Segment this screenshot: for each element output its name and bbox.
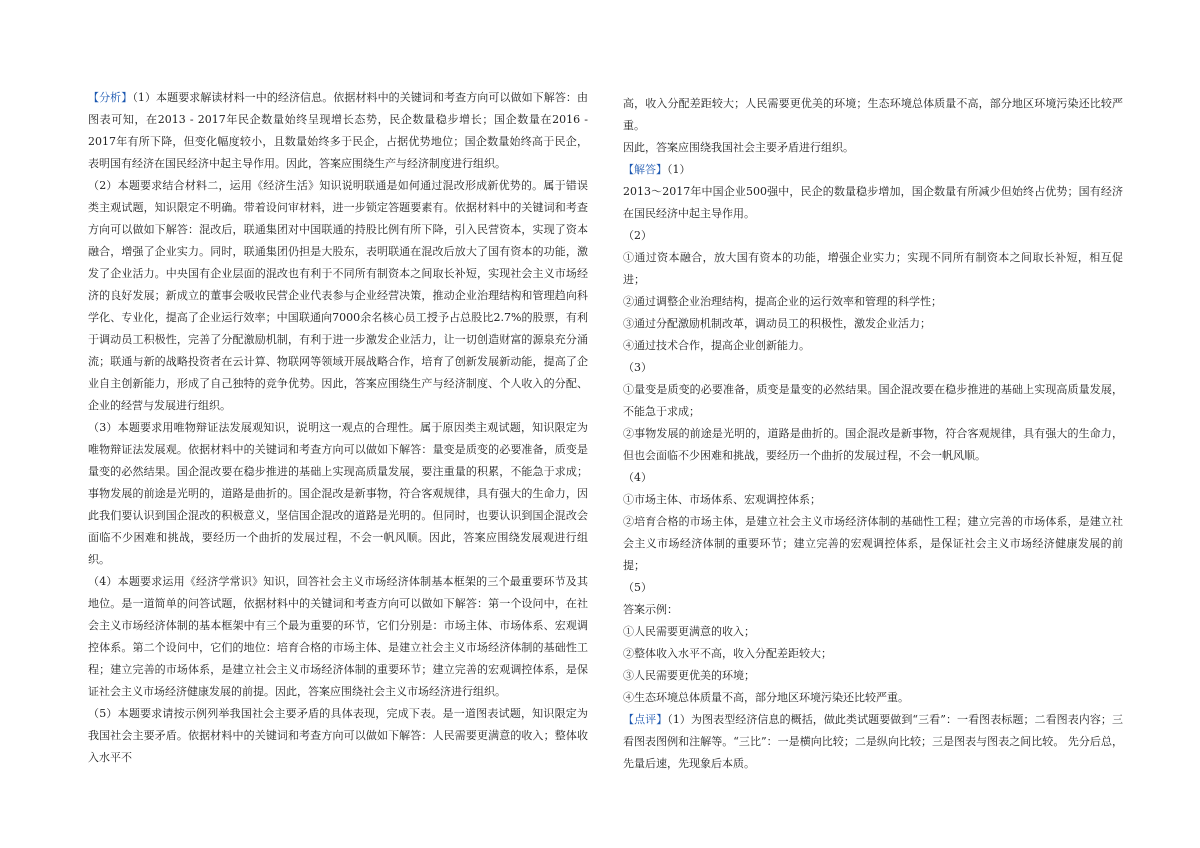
continuation-line-1: 高，收入分配差距较大；人民需要更优美的环境；生态环境总体质量不高，部分地区环境污染还比较严重。 <box>623 97 1123 132</box>
analysis-paragraph-4: （4）本题要求运用《经济学常识》知识，回答社会主义市场经济体制基本框架的三个最重要环节及其地位。是一道简单的问答试题，依据材料中的关键词和考查方向可以做如下解答：第一个设问中，在社会主义市场经济体制的基本框架中有三个最为重要的环节，它们分别是：市场主体、市场体系、宏观调控体系。第二个设问中，它们的地位：培育合格的市场主体、是建立社会主义市场经济体制的基础性工程；建立完善的市场体系，是建立社会主义市场经济体制的重要环节；建立完善的宏观调控体系，是保证社会主义市场经济健康发展的前提。因此，答案应围绕社会主义市场经济进行组织。 <box>88 575 588 698</box>
answer-item: （4） <box>623 471 652 484</box>
answer-item: （5） <box>623 581 652 594</box>
analysis-paragraph-2: （2）本题要求结合材料二，运用《经济生活》知识说明联通是如何通过混改形成新优势的。属于错误类主观试题，知识限定不明确。带着设问审材料，进一步锁定答题要素有。依据材料中的关键词和考查方向可以做如下解答：混改后，联通集团对中国联通的持股比例有所下降，引入民营资本，实现了资本融合，增强了企业实力。同时，联通集团仍担是大股东，表明联通在混改后放大了国有资本的功能，激发了企业活力。中央国有企业层面的混改也有利于不同所有制资本之间取长补短，实现社会主义市场经济的良好发展；新成立的董事会吸收民营企业代表参与企业经营决策，推动企业治理结构和管理趋向科学化、专业化，提高了企业运行效率；中国联通向7000余名核心员工授予占总股比2.7%的股票，有利于调动员工积极性，完善了分配激励机制，有利于进一步激发企业活力，让一切创造财富的源泉充分涌流；联通与新的战略投资者在云计算、物联网等领域开展战略合作，培育了创新发展新动能，提高了企业自主创新能力，形成了自己独特的竞争优势。因此，答案应围绕生产与经济制度、个人收入的分配、企业的经营与发展进行组织。 <box>88 179 588 412</box>
answer-item: ③人民需要更优美的环境； <box>623 669 755 682</box>
analysis-tag: 【分析】 <box>88 91 133 104</box>
comment-paragraph: 【点评】（1）为图表型经济信息的概括，做此类试题要做到“三看”：一看图表标题；二看图表内容；三看图表图例和注解等。“三比”：一是横向比较；二是纵向比较；三是图表与图表之间比较。 先分后总，先量后速，先现象后本质。 <box>623 713 1124 770</box>
answer-item: ②通过调整企业治理结构，提高企业的运行效率和管理的科学性； <box>623 295 942 308</box>
analysis-paragraph-5: （5）本题要求请按示例列举我国社会主要矛盾的具体表现，完成下表。是一道图表试题，知识限定为我国社会主要矛盾。依据材料中的关键词和考查方向可以做如下解答：人民需要更满意的收入；整体收入水平不 <box>88 707 588 764</box>
left-column <box>88 87 588 769</box>
answer-item: ②培育合格的市场主体，是建立社会主义市场经济体制的基础性工程；建立完善的市场体系，是建立社会主义市场经济体制的重要环节；建立完善的宏观调控体系，是保证社会主义市场经济健康发展的前提； <box>623 515 1123 572</box>
continuation-line-2: 因此，答案应围绕我国社会主要矛盾进行组织。 <box>623 141 854 154</box>
answer-item: （2） <box>623 229 652 242</box>
answer-item: ②整体收入水平不高，收入分配差距较大； <box>623 647 832 660</box>
analysis-paragraph-3: （3）本题要求用唯物辩证法发展观知识，说明这一观点的合理性。属于原因类主观试题，知识限定为唯物辩证法发展观。依据材料中的关键词和考查方向可以做如下解答：量变是质变的必要准备，质变是量变的必然结果。国企混改要在稳步推进的基础上实现高质量发展，要注重量的积累，不能急于求成；事物发展的前途是光明的，道路是曲折的。国企混改是新事物，符合客观规律，具有强大的生命力，因此我们要认识到国企混改的积极意义，坚信国企混改的道路是光明的。但同时，也要认识到国企混改会面临不少困难和挑战，要经历一个曲折的发展过程，不会一帆风顺。因此，答案应围绕发展观进行组织。 <box>88 421 588 566</box>
answer-item: ④通过技术合作，提高企业创新能力。 <box>623 339 810 352</box>
answer-item: ②事物发展的前途是光明的，道路是曲折的。国企混改是新事物，符合客观规律，具有强大的生命力，但也会面临不少困难和挑战，要经历一个曲折的发展过程，不会一帆风顺。 <box>623 427 1123 462</box>
answer-item: ①通过资本融合，放大国有资本的功能，增强企业实力；实现不同所有制资本之间取长补短，相互促进； <box>623 251 1123 286</box>
answer-item: ①市场主体、市场体系、宏观调控体系； <box>623 493 821 506</box>
answer-heading: 【解答】（1） <box>623 163 691 176</box>
answer-item: 答案示例： <box>623 603 678 616</box>
answer-item: ①人民需要更满意的收入； <box>623 625 755 638</box>
answer-item: 2013～2017年中国企业500强中，民企的数量稳步增加，国企数量有所减少但始终占优势；国有经济在国民经济中起主导作用。 <box>623 185 1123 220</box>
answer-tag: 【解答】 <box>623 163 667 176</box>
comment-tag: 【点评】 <box>623 713 668 726</box>
right-column <box>623 93 1123 775</box>
answer-item: （3） <box>623 361 652 374</box>
answer-item: ①量变是质变的必要准备，质变是量变的必然结果。国企混改要在稳步推进的基础上实现高质量发展，不能急于求成； <box>623 383 1123 418</box>
analysis-paragraph-1: 【分析】（1）本题要求解读材料一中的经济信息。依据材料中的关键词和考查方向可以做如下解答：由图表可知，在2013 - 2017年民企数量始终呈现增长态势，民企数量稳步增长；国企数量在2016 - 2017年有所下降，但变化幅度较小，且数量始终多于民企，占据优势地位；国企数量始终高于民企，表明国有经济在国民经济中起主导作用。因此，答案应围绕生产与经济制度进行组织。 <box>88 91 588 170</box>
answer-item: ③通过分配激励机制改革，调动员工的积极性，激发企业活力； <box>623 317 931 330</box>
answer-item: ④生态环境总体质量不高，部分地区环境污染还比较严重。 <box>623 691 909 704</box>
